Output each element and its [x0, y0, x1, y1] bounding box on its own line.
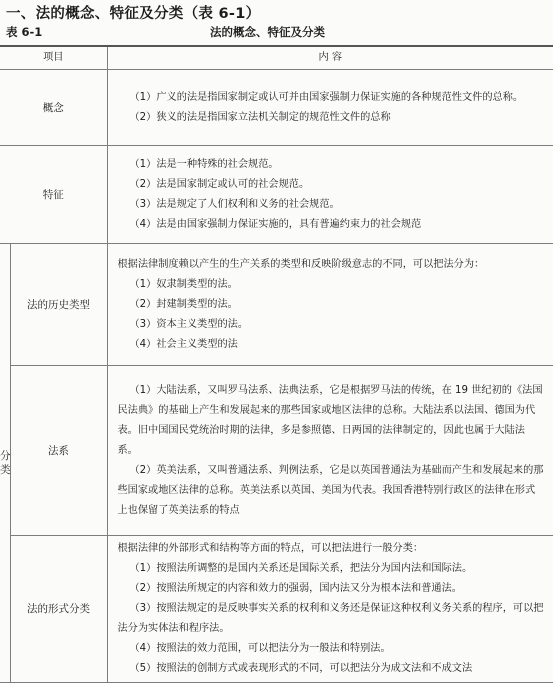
section-heading: 一、法的概念、特征及分类（表 6-1） [6, 6, 261, 22]
historical-line: 根据法律制度赖以产生的生产关系的类型和反映阶级意志的不同，可以把法分为： [117, 258, 485, 270]
formal-content [107, 536, 553, 683]
table-number: 表 6-1 [6, 25, 43, 39]
historical-line: （1）奴隶制类型的法。 [129, 278, 238, 290]
concept-content [107, 70, 553, 146]
formal-item: （1）按照法所调整的是国内关系还是国际关系，把法分为国内法和国际法。 [129, 563, 473, 574]
features-label: 特征 [0, 146, 107, 244]
formal-label: 法的形式分类 [10, 536, 107, 683]
header-content: 内 容 [107, 46, 553, 70]
features-line: （1）法是一种特殊的社会规范。 [129, 158, 279, 170]
historical-line: （4）社会主义类型的法 [129, 338, 238, 350]
legal-systems-paragraph: （2）英美法系，又叫普通法系、判例法系，它是以英国普通法为基础而产生和发展起来的那些国家或地区法律的总称。英美法系以英国、美国为代表。我国香港特别行政区的法律在形式上也保留了英美法系的特点 [117, 464, 544, 516]
formal-item: （4）按照法的效力范围，可以把法分为一般法和特别法。 [129, 643, 391, 654]
features-line: （3）法是规定了人们权利和义务的社会规范。 [129, 198, 340, 210]
historical-content [107, 244, 553, 366]
header-item: 项目 [0, 46, 107, 70]
table-row [0, 146, 553, 244]
formal-intro: 根据法律的外部形式和结构等方面的特点，可以把法进行一般分类： [117, 543, 424, 554]
concept-line: （1）广义的法是指国家制定或认可并由国家强制力保证实施的各种规范性文件的总称。 [129, 91, 524, 103]
table-row [0, 70, 553, 146]
features-line: （2）法是国家制定或认可的社会规范。 [129, 178, 310, 190]
table-row [0, 536, 553, 683]
features-line: （4）法是由国家强制力保证实施的，具有普遍约束力的社会规范 [129, 218, 422, 230]
historical-line: （2）封建制类型的法。 [129, 298, 238, 310]
classification-label: 分类 [0, 244, 10, 683]
formal-item: （3）按照法规定的是反映事实关系的权利和义务还是保证这种权利义务关系的程序，可以把法分为实体法和程序法。 [117, 603, 544, 634]
legal-systems-paragraph: （1）大陆法系，又叫罗马法系、法典法系，它是根据罗马法的传统，在 19 世纪初的《法国民法典》的基础上产生和发展起来的那些国家或地区法律的总称。大陆法系以法国、德国为代表。旧中国国民党统治时期的法律，多是参照德、日两国的法律制定的，因此也属于大陆法系。 [117, 384, 543, 456]
historical-line: （3）资本主义类型的法。 [129, 318, 249, 330]
table-title: 法的概念、特征及分类 [210, 25, 325, 39]
legal-systems-label: 法系 [10, 366, 107, 536]
law-table [0, 45, 553, 683]
concept-line: （2）狭义的法是指国家立法机关制定的规范性文件的总称 [129, 111, 391, 123]
formal-item: （2）按照法所规定的内容和效力的强弱，国内法又分为根本法和普通法。 [129, 583, 462, 594]
table-header-row [0, 46, 553, 70]
table-row [0, 366, 553, 536]
historical-label: 法的历史类型 [10, 244, 107, 366]
concept-label: 概念 [0, 70, 107, 146]
features-content [107, 146, 553, 244]
legal-systems-content [107, 366, 553, 536]
table-row [0, 244, 553, 366]
formal-item: （5）按照法的创制方式或表现形式的不同，可以把法分为成文法和不成文法 [129, 663, 473, 674]
